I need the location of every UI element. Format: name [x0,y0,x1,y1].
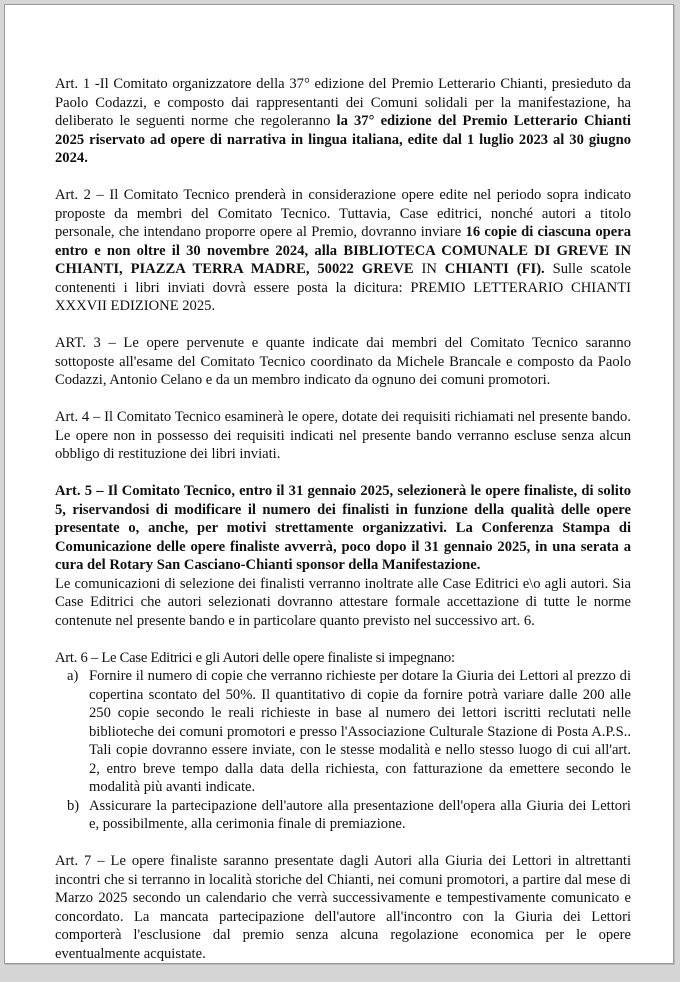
article-2-text-label: Sulle scatole contenenti i libri inviati dovrà essere posta la dicitura: PREMIO LETTERARIO CHIANTI XXXVII EDIZIONE 2025. [55,261,631,314]
article-1-text: Art. 1 -Il Comitato organizzatore della 37° edizione del Premio Letterario Chianti, presieduto da Paolo Codazzi, e composto dai rappresentanti dei Comuni solidali per la manifestazione, ha deliberato le seguenti norme che regoleranno [55,76,631,129]
article-2-text-in: IN [413,261,445,277]
article-5-text: Le comunicazioni di selezione dei finalisti verranno inoltrate alle Case Editrici e\o agli autori. Sia Case Editrici che autori selezionati dovranno attestare formale accettazione di tutte le norme contenute nel presente bando e in particolare quanto previsto nel successivo art. 6. [55,575,631,629]
article-5-bold-text: Art. 5 – Il Comitato Tecnico, entro il 31 gennaio 2025, selezionerà le opere finaliste, di solito 5, riservandosi di modificare il numero dei finalisti in funzione della qualità delle opere presentate o, anche, per motivi strettamente organizzativi. La Conferenza Stampa di Comunicazione delle opere finaliste avverrà, poco dopo il 31 gennaio 2025, in una serata a cura del Rotary San Casciano-Chianti sponsor della Manifestazione. [55,483,631,573]
list-item-text: Assicurare la partecipazione dell'autore alla presentazione dell'opera alla Giuria dei Lettori e, possibilmente, alla cerimonia finale di premiazione. [89,797,631,832]
article-2 [55,186,631,316]
article-5-bold [55,482,631,575]
article-4: Art. 4 – Il Comitato Tecnico esaminerà le opere, dotate dei requisiti richiamati nel presente bando. Le opere non in possesso dei requisiti indicati nel presente bando verranno escluse senza alcun obbligo di restituzione dei libri inviati. [55,409,631,462]
document-page [4,4,674,964]
list-item-text: Fornire il numero di copie che verranno richieste per dotare la Giuria dei Lettori al prezzo di copertina scontato del 50%. Il quantitativo di copie da fornire potrà variare dalle 200 alle 250 copie secondo le reali richieste in base al numero dei lettori iscritti reclutati nelle biblioteche dei comuni promotori e presso l'Associazione Culturale Stazione di Posta A.P.S.. Tali copie dovranno essere inviate, con le stesse modalità e nello stesso luogo di cui all'art. 2, entro breve tempo dalla data della richiesta, con fatturazione da emettere secondo le modalità più avanti indicate. [89,668,631,795]
article-2-bold-city: CHIANTI (FI). [444,261,545,277]
article-1 [55,75,631,168]
list-marker: a) [67,668,79,684]
article-1-bold-text: la 37° edizione del Premio Letterario Chianti 2025 riservato ad opere di narrativa in lingua italiana, edite dal 1 luglio 2023 al 30 giugno 2024. [55,113,631,166]
article-2-text: Art. 2 – Il Comitato Tecnico prenderà in considerazione opere edite nel periodo sopra indicato proposte da membri del Comitato Tecnico. Tuttavia, Case editrici, nonché autori a titolo personale, che intendano proporre opere al Premio, dovranno inviare [55,187,631,240]
article-3: ART. 3 – Le opere pervenute e quante indicate dai membri del Comitato Tecnico saranno sottoposte all'esame del Comitato Tecnico coordinato da Michele Brancale e composto da Paolo Codazzi, Antonio Celano e da un membro indicato da ognuno dei comuni promotori. [55,335,631,388]
list-marker: b) [67,797,80,814]
article-6-list [55,667,631,834]
document-body [55,75,631,982]
article-6-intro: Art. 6 – Le Case Editrici e gli Autori delle opere finaliste si impegnano: [55,649,455,666]
article-2-bold-address: 16 copie di ciascuna opera entro e non oltre il 30 novembre 2024, alla BIBLIOTECA COMUNALE DI GREVE IN CHIANTI, PIAZZA TERRA MADRE, 50022 GREVE [55,224,632,277]
list-item [55,667,631,797]
article-7: Art. 7 – Le opere finaliste saranno presentate dagli Autori alla Giuria dei Lettori in altrettanti incontri che si terranno in località storiche del Chianti, nei comuni promotori, a partire dal mese di Marzo 2025 secondo un calendario che verrà successivamente e tempestivamente comunicato e concordato. La mancata partecipazione dell'autore all'incontro con la Giuria dei Lettori comporterà l'esclusione dal premio senza alcuna regolazione economica per le opere eventualmente acquistate. [55,853,631,962]
list-item [55,797,631,834]
